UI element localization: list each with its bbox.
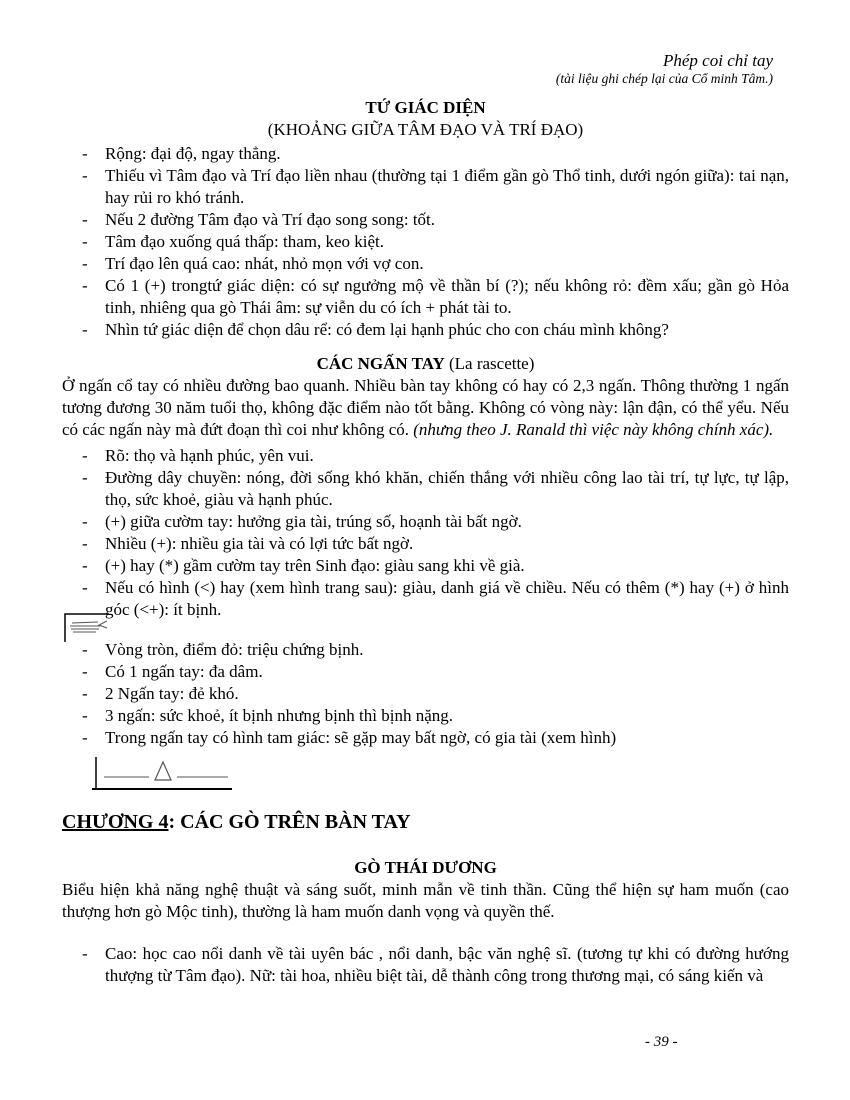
bullet-marker: - [82, 578, 88, 597]
page-content [62, 0, 789, 987]
list-item [62, 319, 789, 341]
list-item [62, 639, 789, 661]
bullet-marker: - [82, 534, 88, 553]
section-title-go-thai-duong: GÒ THÁI DƯƠNG [354, 858, 497, 877]
intro-text: Ở ngấn cổ tay có nhiều đường bao quanh. Nhiều bàn tay không có hay có 2,3 ngấn. Thông thường 1 ngấn tương đương 30 năm tuổi thọ, không đặc điểm nào tốt bằng. Không có vòng này: lận đận, có thể yểu. Nếu có các ngấn này mà đứt đoạn thì coi như không có. [62, 376, 789, 439]
list-item [62, 727, 789, 749]
list-item [62, 231, 789, 253]
header-title: Phép coi chỉ tay [663, 51, 773, 70]
go-thai-duong-list [62, 943, 789, 987]
bullet-text: Cao: học cao nổi danh về tài uyên bác , nổi danh, bậc văn nghệ sĩ. (tương tự khi có đường hướng thượng từ Tâm đạo). Nữ: tài hoa, nhiều biệt tài, dễ thành công trong thương mại, có sáng kiến và [105, 944, 789, 985]
bullet-text: Thiếu vì Tâm đạo và Trí đạo liền nhau (thường tại 1 điểm gần gò Thổ tinh, dưới ngón giữa): tai nạn, hay rủi ro khó tránh. [105, 166, 789, 207]
bullet-marker: - [82, 254, 88, 273]
list-item [62, 705, 789, 727]
bullet-text: Có 1 ngấn tay: đa dâm. [105, 662, 263, 681]
bullet-marker: - [82, 166, 88, 185]
list-item [62, 445, 789, 467]
section-title-tu-giac-dien: TỨ GIÁC DIỆN [365, 98, 486, 117]
ngan-tay-list-b [62, 639, 789, 749]
bullet-text: 3 ngấn: sức khoẻ, ít bịnh nhưng bịnh thì bịnh nặng. [105, 706, 454, 725]
list-item [62, 209, 789, 231]
bullet-marker: - [82, 512, 88, 531]
bullet-text: 2 Ngấn tay: đẻ khó. [105, 684, 239, 703]
bullet-text: Trí đạo lên quá cao: nhát, nhỏ mọn với vợ con. [105, 254, 424, 273]
ngan-tay-title-bold: CÁC NGẤN TAY [316, 354, 445, 373]
bullet-marker: - [82, 210, 88, 229]
list-item [62, 165, 789, 209]
bullet-text: Tâm đạo xuống quá thấp: tham, keo kiệt. [105, 232, 385, 251]
bullet-text: Nhiều (+): nhiều gia tài và có lợi tức bất ngờ. [105, 534, 414, 553]
chapter-label: CHƯƠNG 4 [62, 811, 169, 833]
bullet-marker: - [82, 944, 88, 963]
bullet-text: (+) giữa cườm tay: hưởng gia tài, trúng số, hoạnh tài bất ngờ. [105, 512, 522, 531]
list-item [62, 683, 789, 705]
ngan-tay-intro-paragraph [62, 375, 789, 441]
list-item [62, 253, 789, 275]
tu-giac-dien-list [62, 143, 789, 341]
bullet-marker: - [82, 684, 88, 703]
list-item [62, 275, 789, 319]
bullet-text: Rõ: thọ và hạnh phúc, yên vui. [105, 446, 314, 465]
list-item [62, 511, 789, 533]
triangle-on-line-figure-icon [91, 755, 236, 793]
bullet-marker: - [82, 468, 88, 487]
bullet-marker: - [82, 662, 88, 681]
bullet-text: Nếu 2 đường Tâm đạo và Trí đạo song song: tốt. [105, 210, 436, 229]
bullet-text: Đường dây chuyền: nóng, đời sống khó khăn, chiến thắng với nhiều công lao tài trí, tự lực, tự lập, thọ, sức khoẻ, giàu và hạnh phúc. [105, 468, 789, 509]
chapter-title: : CÁC GÒ TRÊN BÀN TAY [168, 811, 411, 833]
chapter-heading [62, 809, 789, 835]
list-item [62, 555, 789, 577]
header-subtitle: (tài liệu ghi chép lại của Cổ minh Tâm.) [555, 71, 773, 87]
bullet-text: Trong ngấn tay có hình tam giác: sẽ gặp may bất ngờ, có gia tài (xem hình) [105, 728, 617, 747]
list-item [62, 143, 789, 165]
bullet-marker: - [82, 556, 88, 575]
section-subtitle-tu-giac-dien: (KHOẢNG GIỮA TÂM ĐẠO VÀ TRÍ ĐẠO) [267, 120, 584, 139]
bullet-marker: - [82, 446, 88, 465]
bullet-text: Nếu có hình (<) hay (xem hình trang sau): giàu, danh giá về chiều. Nếu có thêm (*) hay (+) ở hình góc (<+): ít bịnh. [105, 578, 789, 619]
bullet-text: Vòng tròn, điểm đỏ: triệu chứng bịnh. [105, 640, 364, 659]
bullet-text: Rộng: đại độ, ngay thẳng. [105, 144, 281, 163]
ngan-tay-title-note: (La rascette) [444, 354, 535, 373]
list-item [62, 943, 789, 987]
bullet-marker: - [82, 320, 88, 339]
list-item [62, 661, 789, 683]
list-item [62, 467, 789, 511]
go-thai-duong-intro-paragraph: Biểu hiện khả năng nghệ thuật và sáng suốt, minh mẫn về tinh thần. Cũng thể hiện sự ham muốn (cao thượng hơn gò Mộc tinh), thường là ham muốn danh vọng và quyền thế. [62, 880, 789, 921]
bullet-marker: - [82, 728, 88, 747]
bullet-text: (+) hay (*) gầm cườm tay trên Sinh đạo: giàu sang khi về già. [105, 556, 525, 575]
bullet-marker: - [82, 232, 88, 251]
bullet-text: Có 1 (+) trongtứ giác diện: có sự ngưởng mộ về thần bí (?); nếu không rỏ: đềm xấu; gần gò Hỏa tinh, nhiêng qua gò Thái âm: sự viễn du có ích + phát tài to. [105, 276, 789, 317]
bullet-marker: - [82, 640, 88, 659]
intro-italic-note: (nhưng theo J. Ranald thì việc này không chính xác). [413, 420, 774, 439]
page-number: - 39 - [645, 1034, 678, 1050]
bullet-marker: - [82, 144, 88, 163]
section-title-ngan-tay [62, 353, 789, 375]
bullet-marker: - [82, 706, 88, 725]
list-item [62, 533, 789, 555]
ngan-tay-list-a [62, 445, 789, 621]
bullet-marker: - [82, 276, 88, 295]
list-item [62, 577, 789, 621]
bullet-text: Nhìn tứ giác diện để chọn dâu rể: có đem lại hạnh phúc cho con cháu mình không? [105, 320, 669, 339]
